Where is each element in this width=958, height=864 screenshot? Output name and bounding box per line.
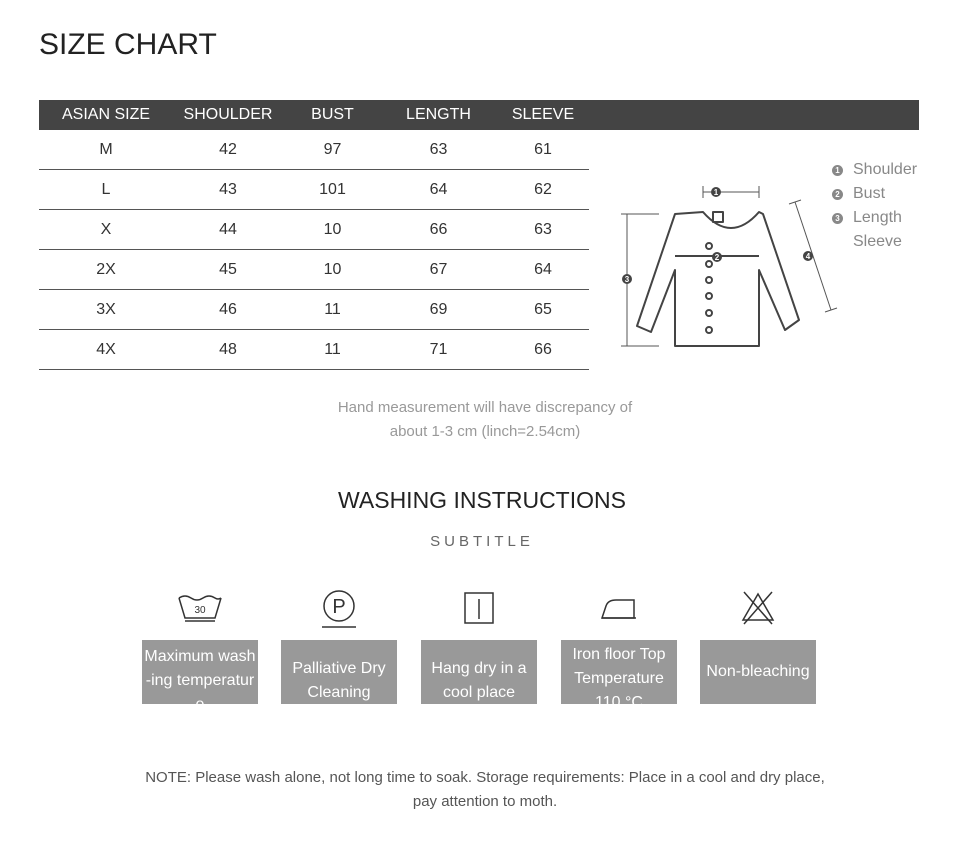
table-row bbox=[39, 250, 589, 290]
washing-title: WASHING INSTRUCTIONS bbox=[338, 487, 626, 513]
table-row bbox=[39, 130, 589, 170]
page-title: SIZE CHART bbox=[39, 28, 217, 61]
legend-number: 3 bbox=[832, 213, 843, 224]
cell-shoulder: 44 bbox=[219, 220, 237, 238]
cell-shoulder: 46 bbox=[219, 300, 237, 318]
header-sleeve: SLEEVE bbox=[511, 106, 575, 123]
legend-item bbox=[832, 206, 917, 230]
cell-sleeve: 65 bbox=[534, 300, 552, 318]
care-label: Palliative Dry Cleaning bbox=[281, 640, 397, 704]
header-length: LENGTH bbox=[406, 106, 471, 123]
table-row bbox=[39, 330, 589, 370]
cell-length: 71 bbox=[429, 340, 448, 358]
cell-shoulder: 42 bbox=[219, 140, 237, 158]
care-item-iron bbox=[561, 586, 677, 711]
table-row bbox=[39, 290, 589, 330]
care-item-dry-clean bbox=[281, 586, 397, 704]
cell-length: 66 bbox=[429, 220, 448, 238]
washing-subtitle: SUBTITLE bbox=[430, 533, 534, 550]
care-label: Maximum wash-ing temperature bbox=[142, 640, 258, 704]
cell-size: 2X bbox=[96, 260, 116, 278]
measurement-note-line2: about 1-3 cm (linch=2.54cm) bbox=[389, 423, 581, 440]
cell-length: 64 bbox=[429, 180, 448, 198]
svg-text:4: 4 bbox=[805, 252, 811, 261]
cell-size: 4X bbox=[96, 340, 116, 358]
cell-length: 69 bbox=[429, 300, 448, 318]
cell-sleeve: 61 bbox=[534, 140, 552, 158]
care-label: Non-bleaching bbox=[700, 640, 816, 704]
cell-bust: 101 bbox=[319, 180, 346, 198]
legend-item bbox=[832, 182, 917, 206]
iron-icon bbox=[561, 586, 677, 630]
measurement-note bbox=[250, 396, 720, 444]
svg-text:30: 30 bbox=[194, 605, 206, 616]
header-asian-size: ASIAN SIZE bbox=[61, 106, 151, 123]
svg-text:2: 2 bbox=[714, 253, 720, 262]
table-header bbox=[39, 100, 919, 130]
marker-4 bbox=[803, 251, 813, 261]
garment-diagram bbox=[615, 180, 840, 355]
table-body bbox=[39, 130, 589, 370]
legend-label: Shoulder bbox=[853, 161, 918, 178]
cell-bust: 11 bbox=[324, 340, 341, 358]
no-bleach-icon bbox=[700, 586, 816, 630]
cell-sleeve: 64 bbox=[534, 260, 552, 278]
cell-bust: 10 bbox=[323, 260, 342, 278]
cell-shoulder: 43 bbox=[219, 180, 237, 198]
marker-1 bbox=[711, 187, 721, 197]
cell-size: 3X bbox=[96, 300, 116, 318]
cell-shoulder: 48 bbox=[219, 340, 237, 358]
dry-clean-p-icon bbox=[281, 586, 397, 630]
cell-sleeve: 66 bbox=[534, 340, 552, 358]
care-item-wash bbox=[142, 586, 258, 713]
measurement-note-line1: Hand measurement will have discrepancy of bbox=[337, 399, 633, 416]
cell-size: X bbox=[100, 220, 112, 238]
legend-item bbox=[832, 158, 917, 182]
legend-number: 2 bbox=[832, 189, 843, 200]
header-shoulder: SHOULDER bbox=[183, 106, 273, 123]
cell-shoulder: 45 bbox=[219, 260, 237, 278]
cell-sleeve: 63 bbox=[534, 220, 552, 238]
legend-label: Bust bbox=[853, 185, 886, 202]
cell-bust: 10 bbox=[323, 220, 342, 238]
legend-label: Sleeve bbox=[853, 233, 902, 250]
jacket-outline bbox=[637, 212, 799, 346]
hang-dry-icon bbox=[421, 586, 537, 630]
marker-3 bbox=[622, 274, 632, 284]
storage-note-line2: pay attention to moth. bbox=[412, 793, 558, 810]
table-row bbox=[39, 210, 589, 250]
cell-size: L bbox=[101, 180, 111, 198]
cell-length: 63 bbox=[429, 140, 448, 158]
header-bust: BUST bbox=[311, 106, 354, 123]
cell-sleeve: 62 bbox=[534, 180, 552, 198]
care-label: Hang dry in a cool place bbox=[421, 640, 537, 704]
storage-note-line1: NOTE: Please wash alone, not long time to soak. Storage requirements: Place in a cool and dry place, bbox=[145, 769, 825, 786]
marker-2 bbox=[712, 252, 722, 262]
measurement-legend bbox=[832, 158, 917, 254]
storage-note bbox=[80, 766, 890, 814]
wash-30-icon bbox=[142, 586, 258, 630]
legend-item bbox=[832, 230, 917, 254]
cell-bust: 97 bbox=[323, 140, 342, 158]
svg-text:3: 3 bbox=[624, 275, 630, 284]
cell-length: 67 bbox=[429, 260, 448, 278]
svg-text:P: P bbox=[332, 596, 346, 618]
care-item-hang-dry bbox=[421, 586, 537, 704]
care-label: Iron floor Top Temperature 110 °C bbox=[561, 640, 677, 704]
table-row bbox=[39, 170, 589, 210]
care-item-no-bleach bbox=[700, 586, 816, 704]
svg-text:1: 1 bbox=[713, 188, 719, 197]
cell-size: M bbox=[99, 140, 113, 158]
legend-label: Length bbox=[853, 209, 902, 226]
cell-bust: 11 bbox=[324, 300, 341, 318]
legend-number: 1 bbox=[832, 165, 843, 176]
